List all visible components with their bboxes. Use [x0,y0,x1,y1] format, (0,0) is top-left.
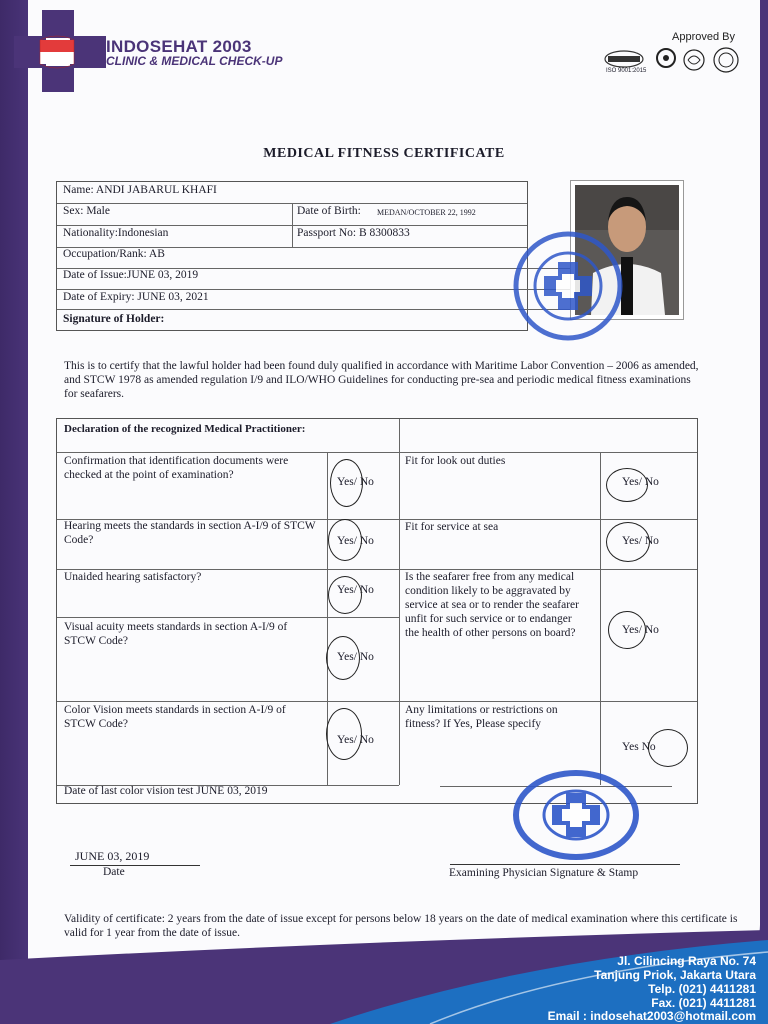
footer-email: Email : indosehat2003@hotmail.com [547,1009,756,1023]
yes-circle-mark [606,522,650,562]
answer-service-at-sea: Yes/ No [622,535,659,547]
holder-occupation: Occupation/Rank: AB [63,248,165,260]
dob-value: MEDAN/OCTOBER 22, 1992 [377,208,476,217]
question-visual-acuity: Visual acuity meets standards in section A-I/9 of STCW Code? [64,621,288,647]
question-limitations: Any limitations or restrictions on fitness? If Yes, Please specify [405,704,558,730]
footer-address-line2: Tanjung Priok, Jakarta Utara [594,968,756,982]
footer-address-line1: Jl. Cilincing Raya No. 74 [617,954,756,968]
answer-hearing-standards: Yes/ No [337,535,374,547]
yes-circle-mark [326,708,362,760]
holder-nationality: Nationality:Indonesian [63,227,169,239]
signature-holder-label: Signature of Holder: [63,313,165,325]
question-service-at-sea: Fit for service at sea [405,521,499,533]
question-lookout-duties: Fit for look out duties [405,455,506,467]
yes-circle-mark [328,519,362,561]
holder-name: Name: ANDI JABARUL KHAFI [63,184,217,196]
issue-date: Date of Issue:JUNE 03, 2019 [63,269,199,281]
question-medical-condition: Is the seafarer free from any medical condition likely to be aggravated by service at sea or to render the seafarer unfit for such service or to endanger the health of other persons on board? [405,571,579,639]
no-circle-mark [648,729,688,767]
footer-phone: Telp. (021) 4411281 [648,982,756,996]
clinic-logo-icon [14,10,106,92]
answer-medical-condition: Yes/ No [622,624,659,636]
holder-passport: Passport No: B 8300833 [297,227,410,239]
signature-line [450,864,680,865]
certification-statement: This is to certify that the lawful holder had been found duly qualified in accordance with Maritime Labor Convention – 2006 as amended, and STCW 1978 as amended regulation I/9 and ILO/WHO Guidelines for conducting pre-sea and periodic medical fitness examinations for seafarers. [64,360,699,400]
brand-tagline: CLINIC & MEDICAL CHECK-UP [106,54,283,68]
question-color-vision: Color Vision meets standards in section A-I/9 of STCW Code? [64,704,286,730]
approved-by-label: Approved By [672,31,735,43]
holder-sex: Sex: Male [63,205,110,217]
iso-label: ISO 9001:2015 [606,68,647,74]
clinic-stamp-bottom-icon [510,770,642,860]
expiry-date: Date of Expiry: JUNE 03, 2021 [63,291,209,303]
answer-limitations: Yes No [622,741,656,753]
yes-circle-mark [330,459,363,507]
yes-circle-mark [328,576,362,614]
dob-label: Date of Birth: [297,205,361,217]
yes-circle-mark [606,468,648,502]
question-unaided-hearing: Unaided hearing satisfactory? [64,571,202,583]
yes-circle-mark [608,611,646,649]
answer-identification: Yes/ No [337,476,374,488]
exam-date-value: JUNE 03, 2019 [75,849,150,863]
answer-unaided-hearing: Yes/ No [337,584,374,596]
answer-color-vision: Yes/ No [337,734,374,746]
page-title: MEDICAL FITNESS CERTIFICATE [263,146,505,161]
yes-circle-mark [326,636,360,680]
examiner-signature-label: Examining Physician Signature & Stamp [449,867,639,879]
date-underline [70,865,200,866]
question-hearing-standards: Hearing meets the standards in section A-I/9 of STCW Code? [64,520,316,546]
answer-visual-acuity: Yes/ No [337,651,374,663]
date-label: Date [103,866,125,878]
question-identification: Confirmation that identification documents were checked at the point of examination? [64,455,289,481]
brand-name: INDOSEHAT 2003 [106,37,252,56]
clinic-stamp-top-icon [508,228,628,346]
validity-note: Validity of certificate: 2 years from the date of issue except for persons below 18 years on the date of medical examination where this certificate is valid for 1 year from the date of issue. [64,913,738,939]
footer-fax: Fax. (021) 4411281 [651,996,756,1010]
declaration-heading: Declaration of the recognized Medical Practitioner: [64,423,306,435]
answer-lookout-duties: Yes/ No [622,476,659,488]
color-vision-test-date: Date of last color vision test JUNE 03, 2019 [64,785,268,797]
